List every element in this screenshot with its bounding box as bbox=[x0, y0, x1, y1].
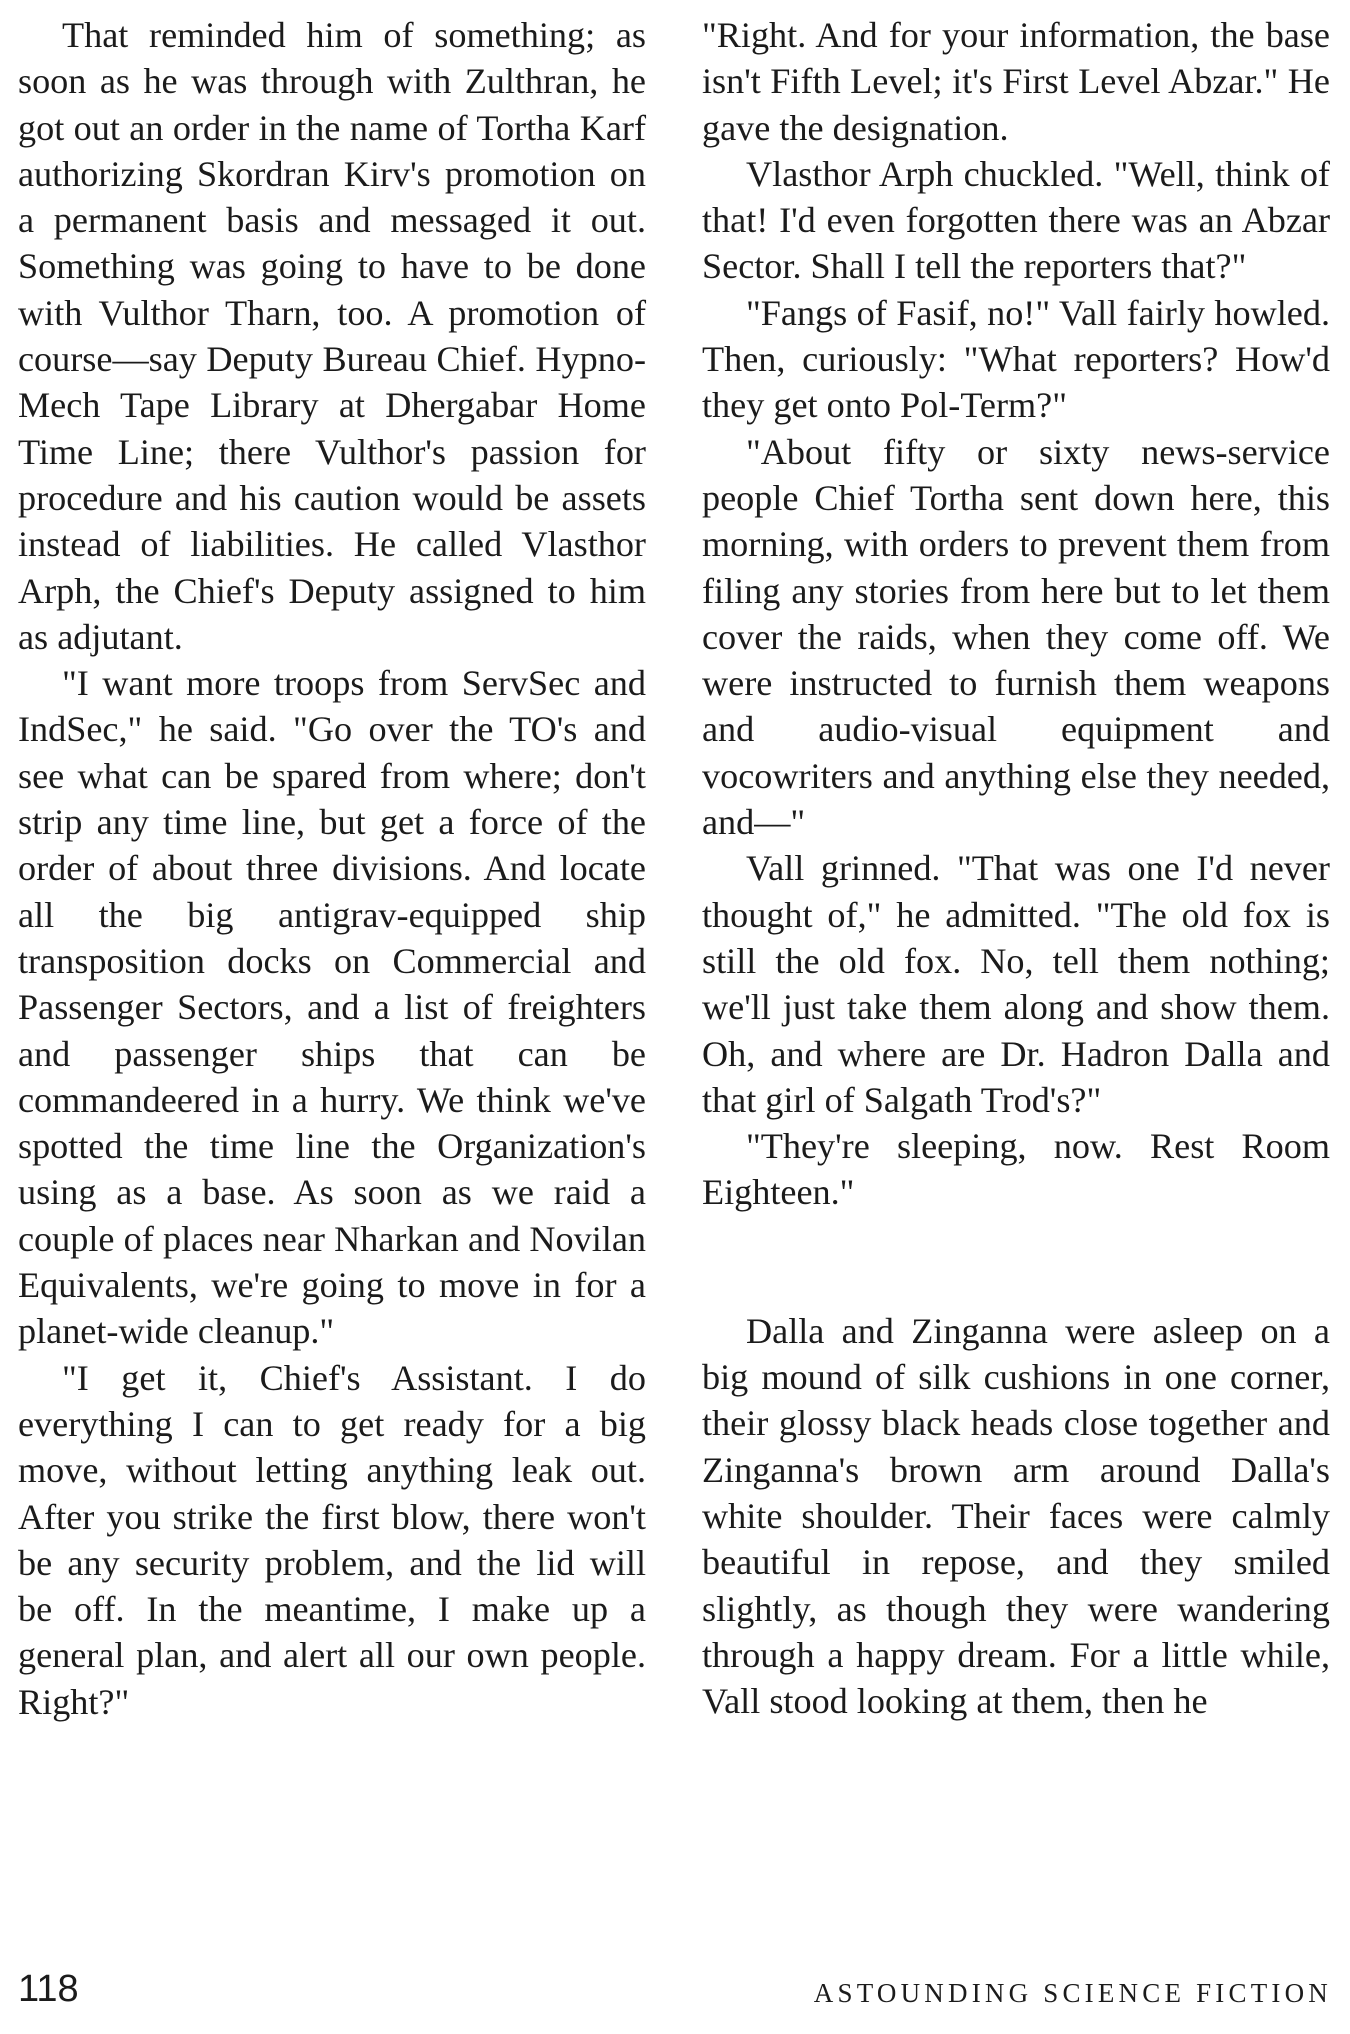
left-column bbox=[18, 12, 646, 1725]
page-footer bbox=[18, 1968, 1332, 2018]
right-column bbox=[702, 12, 1330, 1724]
paragraph: "About fifty or sixty news-service people Chief Tortha sent down here, this morning, with orders to prevent them from filing any stories from here but to let them cover the raids, when they come off. We were instructed to furnish them weapons and audio-visual equipment and vocowriters and anything else they needed, and—" bbox=[702, 431, 1330, 843]
paragraph: "They're sleeping, now. Rest Room Eighteen." bbox=[702, 1126, 1330, 1213]
page-number: 118 bbox=[18, 1968, 79, 2010]
paragraph: "I get it, Chief's Assistant. I do everything I can to get ready for a big move, without letting anything leak out. After you strike the first blow, there won't be any security problem, and the lid will be off. In the meantime, I make up a general plan, and alert all our own people. Right?" bbox=[18, 1357, 646, 1722]
paragraph: "Right. And for your information, the base isn't Fifth Level; it's First Level Abzar." He gave the designation. bbox=[702, 15, 1330, 148]
paragraph: Vlasthor Arph chuckled. "Well, think of that! I'd even forgotten there was an Abzar Sector. Shall I tell the reporters that?" bbox=[702, 153, 1330, 287]
paragraph: "Fangs of Fasif, no!" Vall fairly howled. Then, curiously: "What reporters? How'd they get onto Pol-Term?" bbox=[702, 292, 1330, 426]
paragraph: Dalla and Zinganna were asleep on a big mound of silk cushions in one corner, their glossy black heads close together and Zinganna's brown arm around Dalla's white shoulder. Their faces were calmly beautiful in repose, and they smiled slightly, as though they were wandering through a happy dream. For a little while, Vall stood looking at them, then he bbox=[702, 1310, 1330, 1722]
paragraph: Vall grinned. "That was one I'd never thought of," he admitted. "The old fox is still the old fox. No, tell them nothing; we'll just take them along and show them. Oh, and where are Dr. Hadron Dalla and that girl of Salgath Trod's?" bbox=[702, 848, 1330, 1120]
running-footer-title: ASTOUNDING SCIENCE FICTION bbox=[813, 1978, 1332, 2008]
paragraph: That reminded him of something; as soon as he was through with Zulthran, he got out an order in the name of Tortha Karf authorizing Skordran Kirv's promotion on a permanent basis and messaged it out. Something was going to have to be done with Vulthor Tharn, too. A promotion of course—say Deputy Bureau Chief. Hypno-Mech Tape Library at Dhergabar Home Time Line; there Vulthor's passion for procedure and his caution would be assets instead of liabilities. He called Vlasthor Arph, the Chief's Deputy assigned to him as adjutant. bbox=[18, 15, 646, 657]
paragraph: "I want more troops from ServSec and IndSec," he said. "Go over the TO's and see what can be spared from where; don't strip any time line, but get a force of the order of about three divisions. And locate all the big antigrav-equipped ship transposition docks on Commercial and Passenger Sectors, and a list of freighters and passenger ships that can be commandeered in a hurry. We think we've spotted the time line the Organization's using as a base. As soon as we raid a couple of places near Nharkan and Novilan Equivalents, we're going to move in for a planet-wide cleanup." bbox=[18, 663, 646, 1352]
